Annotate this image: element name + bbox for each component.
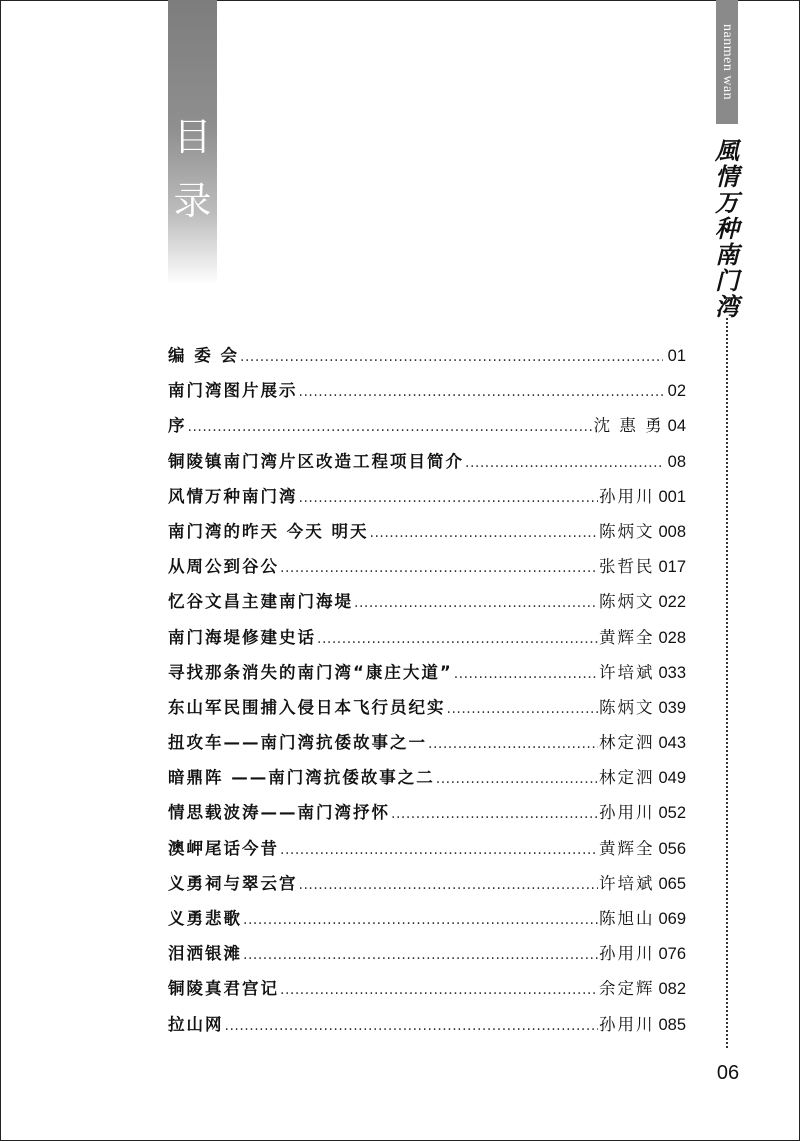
toc-dot-leader: [436, 762, 598, 797]
toc-entry-page: 065: [658, 874, 686, 893]
side-title-char: 门: [715, 266, 739, 295]
toc-entry-author: 林定泗: [598, 768, 655, 788]
toc-entry-title: 暗鼎阵 ——南门湾抗倭故事之二: [168, 768, 435, 788]
toc-dot-leader: [240, 340, 663, 375]
side-title-char: 風: [715, 136, 739, 165]
toc-entry-author: 孙用川: [598, 1014, 655, 1034]
toc-entry[interactable]: [168, 408, 686, 443]
heading-char-2: 录: [173, 179, 212, 223]
toc-dot-leader: [391, 797, 598, 832]
toc-entry-title: 序: [168, 416, 187, 436]
toc-entry-title: 义勇祠与翠云宫: [168, 873, 298, 893]
toc-dot-leader: [280, 551, 598, 586]
toc-dot-leader: [225, 1009, 598, 1044]
toc-entry[interactable]: [168, 866, 686, 901]
toc-entry[interactable]: [168, 655, 686, 690]
toc-entry-author: 黄辉全: [598, 627, 655, 647]
side-title-char: 湾: [715, 292, 739, 321]
toc-entry-title: 忆谷文昌主建南门海堤: [168, 592, 353, 612]
toc-entry[interactable]: [168, 760, 686, 795]
toc-entry-author: 余定辉: [598, 979, 655, 999]
toc-entry-page: 02: [667, 382, 686, 401]
toc-entry[interactable]: [168, 1007, 686, 1042]
toc-entry[interactable]: [168, 549, 686, 584]
table-of-contents: [168, 338, 686, 1042]
toc-entry-page: 028: [658, 628, 686, 647]
toc-entry-title: 东山军民围捕入侵日本飞行员纪实: [168, 697, 446, 717]
side-title-char: 情: [715, 162, 739, 191]
toc-dot-leader: [465, 446, 663, 481]
toc-entry-page: 033: [658, 663, 686, 682]
toc-entry[interactable]: [168, 971, 686, 1006]
toc-entry-title: 风情万种南门湾: [168, 486, 298, 506]
toc-dot-leader: [280, 973, 598, 1008]
toc-dot-leader: [299, 868, 598, 903]
toc-entry-title: 铜陵镇南门湾片区改造工程项目简介: [168, 451, 464, 471]
side-english-title: nanmen wan: [720, 23, 735, 101]
side-book-title: [712, 138, 742, 320]
toc-entry-page: 01: [667, 347, 686, 365]
toc-entry-author: 陈旭山: [598, 909, 655, 928]
toc-dot-leader: [454, 657, 598, 692]
toc-entry[interactable]: [168, 584, 686, 619]
toc-entry[interactable]: [168, 936, 686, 971]
toc-dot-leader: [370, 516, 598, 551]
toc-entry[interactable]: [168, 831, 686, 866]
toc-entry-title: 扭攻车——南门湾抗倭故事之一: [168, 733, 427, 753]
toc-entry-title: 编 委 会: [168, 346, 239, 365]
toc-dot-leader: [299, 481, 598, 516]
toc-entry-author: 林定泗: [598, 733, 655, 753]
toc-entry[interactable]: [168, 338, 686, 373]
toc-entry-author: 许培斌: [598, 662, 655, 682]
toc-entry-page: 082: [658, 980, 686, 999]
toc-entry-author: 孙用川: [598, 944, 655, 964]
toc-entry-page: 001: [658, 487, 686, 506]
toc-dot-leader: [243, 903, 598, 938]
toc-entry-author: 陈炳文: [598, 697, 655, 717]
toc-entry-page: 043: [658, 734, 686, 753]
toc-entry[interactable]: [168, 479, 686, 514]
toc-dot-leader: [299, 375, 663, 410]
toc-dot-leader: [317, 622, 598, 657]
toc-entry-title: 从周公到谷公: [168, 557, 279, 577]
heading-char-1: 目: [173, 115, 212, 159]
toc-dot-leader: [188, 410, 593, 445]
toc-entry-title: 泪洒银滩: [168, 944, 242, 964]
toc-entry-page: 052: [658, 804, 686, 823]
side-dotted-rule: [726, 318, 728, 1048]
toc-entry[interactable]: [168, 620, 686, 655]
toc-entry[interactable]: [168, 373, 686, 408]
toc-entry-author: 孙用川: [598, 803, 655, 823]
toc-entry-title: 寻找那条消失的南门湾“康庄大道”: [168, 662, 453, 682]
toc-entry-title: 情思载波涛——南门湾抒怀: [168, 803, 390, 823]
side-title-char: 种: [715, 214, 739, 243]
toc-entry-title: 义勇悲歌: [168, 909, 242, 928]
toc-dot-leader: [447, 692, 598, 727]
toc-entry[interactable]: [168, 514, 686, 549]
toc-dot-leader: [354, 586, 598, 621]
toc-entry-page: 04: [667, 417, 686, 436]
toc-entry-title: 南门海堤修建史话: [168, 627, 316, 647]
toc-entry-page: 056: [658, 839, 686, 858]
toc-dot-leader: [280, 833, 598, 868]
toc-entry-title: 南门湾的昨天 今天 明天: [168, 521, 369, 541]
toc-entry-author: 张哲民: [598, 557, 655, 577]
heading-tab: [168, 0, 217, 285]
toc-entry-author: 黄辉全: [598, 838, 655, 858]
toc-entry[interactable]: [168, 690, 686, 725]
toc-entry-page: 08: [667, 452, 686, 471]
toc-entry-page: 069: [658, 910, 686, 928]
toc-entry[interactable]: [168, 725, 686, 760]
toc-entry-page: 076: [658, 945, 686, 964]
toc-entry-author: 陈炳文: [598, 592, 655, 612]
side-title-char: 南: [715, 240, 739, 269]
toc-entry-title: 拉山网: [168, 1014, 224, 1034]
toc-entry-title: 铜陵真君宫记: [168, 979, 279, 999]
toc-entry-author: 孙用川: [598, 486, 655, 506]
toc-entry-author: 许培斌: [598, 873, 655, 893]
toc-entry[interactable]: [168, 444, 686, 479]
toc-dot-leader: [428, 727, 598, 762]
side-title-char: 万: [715, 188, 739, 217]
toc-entry[interactable]: [168, 901, 686, 936]
toc-entry-page: 022: [658, 593, 686, 612]
toc-entry-title: 澳岬尾话今昔: [168, 838, 279, 858]
toc-entry-page: 085: [658, 1015, 686, 1034]
toc-entry-page: 017: [658, 558, 686, 577]
toc-dot-leader: [243, 938, 598, 973]
toc-entry-page: 039: [658, 698, 686, 717]
toc-entry-page: 008: [658, 522, 686, 541]
toc-entry[interactable]: [168, 795, 686, 830]
toc-entry-author: 陈炳文: [598, 521, 655, 541]
toc-entry-page: 049: [658, 769, 686, 788]
page-number: 06: [716, 1062, 740, 1084]
toc-entry-title: 南门湾图片展示: [168, 381, 298, 401]
toc-entry-author: 沈 惠 勇: [593, 416, 664, 436]
